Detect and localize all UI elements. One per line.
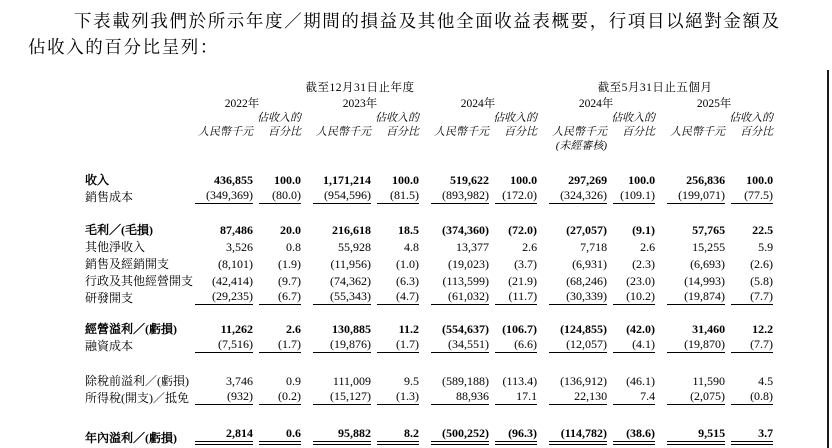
cell-value-underlined: (7,516) — [195, 338, 253, 353]
row-label: 除稅前溢利／(虧損) — [85, 373, 189, 388]
cell-value: (554,637) — [442, 321, 489, 336]
pnl-table-body — [85, 152, 773, 445]
cell-value-underlined: (7.7) — [731, 338, 773, 353]
cell-value — [419, 187, 489, 204]
cell-value-underlined: (6.6) — [495, 338, 537, 353]
cell-value-underlined: (114,782) — [549, 427, 607, 445]
cell-value: (124,855) — [560, 321, 608, 336]
cell-value: (136,912) — [560, 373, 608, 388]
pct-header-line1: 佔收入的 — [257, 111, 301, 124]
cell-value-underlined: (96.3) — [495, 427, 537, 445]
pct-header-line2: 百分比 — [268, 125, 301, 138]
cell-value — [253, 288, 301, 305]
cell-value: (72.0) — [508, 222, 538, 237]
cell-value — [371, 187, 419, 204]
cell-value: (106.7) — [502, 321, 538, 336]
cell-value — [183, 388, 253, 405]
cell-value: 15,255 — [692, 239, 726, 254]
cell-value — [607, 288, 655, 305]
cell-value: 55,928 — [338, 239, 371, 254]
cell-value-underlined: (1.3) — [377, 390, 419, 405]
cell-value — [725, 187, 773, 204]
cell-value — [489, 388, 537, 405]
cell-value: (11,956) — [330, 256, 371, 271]
cell-value-underlined: (6.7) — [259, 290, 301, 305]
cell-value: 100.0 — [274, 172, 301, 187]
row-label: 年內溢利／(虧損) — [85, 431, 177, 445]
period-header-row — [85, 80, 773, 95]
cell-value — [419, 388, 489, 405]
cell-value: (27,057) — [566, 222, 608, 237]
cell-value: 100.0 — [628, 172, 656, 187]
cell-value-underlined: 0.6 — [259, 427, 301, 445]
cell-value — [607, 427, 655, 445]
row-label: 經營溢利／(虧損) — [85, 321, 177, 336]
cell-value: (2.3) — [632, 256, 656, 271]
cell-value-underlined: (15,127) — [313, 390, 371, 405]
cell-value-underlined: 88,936 — [431, 390, 489, 405]
cell-value: 3,526 — [226, 239, 253, 254]
row-label: 其他淨收入 — [85, 239, 146, 254]
cell-value — [371, 427, 419, 445]
currency-header: 人民幣千元 — [552, 125, 608, 138]
unaudited-row — [85, 138, 773, 152]
cell-value: 297,269 — [568, 172, 608, 187]
cell-value — [301, 388, 371, 405]
cell-value-underlined: 2,814 — [195, 427, 253, 445]
cell-value: 57,765 — [692, 222, 726, 237]
cell-value: 11,262 — [220, 321, 253, 336]
cell-value — [419, 288, 489, 305]
cell-value: (9.1) — [632, 222, 656, 237]
row-label: 毛利／(毛損) — [85, 222, 153, 237]
cell-value-underlined: (19,874) — [667, 290, 725, 305]
cell-value-underlined: (0.2) — [259, 390, 301, 405]
cell-value-underlined: (12,057) — [549, 338, 607, 353]
cell-value-underlined: (4.7) — [377, 290, 419, 305]
cell-value: (8,101) — [218, 256, 253, 271]
cell-value: (68,246) — [566, 273, 608, 288]
cell-value: 111,009 — [332, 373, 371, 388]
cell-value-underlined: 8.2 — [377, 427, 419, 445]
cell-value-underlined: 9,515 — [667, 427, 725, 445]
cell-value: 100.0 — [392, 172, 419, 187]
pct-header-line2: 百分比 — [622, 125, 656, 138]
cell-value: (23.0) — [626, 273, 656, 288]
row-label: 研發開支 — [85, 290, 134, 305]
table-row — [85, 170, 773, 187]
table-row — [85, 336, 773, 353]
cell-value — [537, 187, 607, 204]
pnl-summary-table — [85, 80, 773, 445]
row-label: 收入 — [85, 172, 110, 187]
cell-value — [655, 288, 725, 305]
cell-value-underlined: (1.7) — [259, 338, 301, 353]
cell-value-underlined: (38.6) — [613, 427, 655, 445]
cell-value: 20.0 — [280, 222, 301, 237]
table-row — [85, 319, 773, 336]
cell-value: 22.5 — [752, 222, 774, 237]
spacer-row — [85, 204, 773, 220]
cell-value — [371, 288, 419, 305]
cell-value-underlined: (80.0) — [259, 189, 301, 204]
cell-value — [489, 288, 537, 305]
cell-value — [607, 187, 655, 204]
cell-value-underlined: 3.7 — [731, 427, 773, 445]
cell-value-underlined: (77.5) — [731, 189, 773, 204]
cell-value: (589,188) — [442, 373, 489, 388]
cell-value: (42,414) — [212, 273, 253, 288]
table-row — [85, 388, 773, 405]
cell-value: (6,693) — [690, 256, 726, 271]
spacer-row — [85, 405, 773, 427]
cell-value: (1.9) — [278, 256, 301, 271]
currency-header: 人民幣千元 — [198, 125, 253, 138]
cell-value: 100.0 — [510, 172, 538, 187]
cell-value — [725, 427, 773, 445]
intro-line-1: 下表載列我們於所示年度／期間的損益及其他全面收益表概要，行項目以絕對金額及 — [74, 11, 781, 31]
year-header-2024: 2024年 — [460, 98, 496, 111]
cell-value: (14,993) — [684, 273, 726, 288]
cell-value — [301, 187, 371, 204]
cell-value: 436,855 — [214, 172, 253, 187]
year-header-2022: 2022年 — [224, 98, 260, 111]
cell-value — [371, 388, 419, 405]
table-row — [85, 271, 773, 288]
cell-value — [419, 336, 489, 353]
cell-value-underlined: (30,339) — [549, 290, 607, 305]
cell-value — [371, 336, 419, 353]
spacer-row — [85, 353, 773, 371]
cell-value: 87,486 — [220, 222, 253, 237]
cell-value: (113.4) — [502, 373, 538, 388]
page-scan-border-line — [827, 70, 829, 448]
cell-value-underlined: (349,369) — [195, 189, 253, 204]
table-row — [85, 187, 773, 204]
cell-value — [655, 336, 725, 353]
cell-value-underlined: (4.1) — [613, 338, 655, 353]
cell-value-underlined: 95,882 — [313, 427, 371, 445]
cell-value-underlined: (34,551) — [431, 338, 489, 353]
row-label: 銷售成本 — [85, 189, 134, 204]
cell-value: 2.6 — [286, 321, 301, 336]
cell-value — [607, 336, 655, 353]
cell-value — [655, 427, 725, 445]
spacer-row — [85, 305, 773, 319]
cell-value-underlined: (324,326) — [549, 189, 607, 204]
cell-value: (113,599) — [442, 273, 489, 288]
cell-value-underlined: (61,032) — [431, 290, 489, 305]
cell-value: 11,590 — [692, 373, 726, 388]
cell-value-underlined: 17.1 — [495, 390, 537, 405]
row-label: 行政及其他經營開支 — [85, 273, 194, 288]
cell-value — [419, 427, 489, 445]
year-header-2025: 2025年 — [696, 98, 732, 111]
spacer-row — [85, 152, 773, 170]
table-row — [85, 371, 773, 388]
row-label: 銷售及經銷開支 — [85, 256, 170, 271]
cell-value: (6,931) — [572, 256, 608, 271]
cell-value: 256,836 — [686, 172, 726, 187]
cell-value: 2.6 — [640, 239, 656, 254]
cell-value-underlined: (932) — [195, 390, 253, 405]
cell-value — [301, 336, 371, 353]
currency-header: 人民幣千元 — [316, 125, 371, 138]
cell-value: 519,622 — [450, 172, 489, 187]
year-header-2023: 2023年 — [342, 98, 378, 111]
cell-value — [183, 288, 253, 305]
currency-header: 人民幣千元 — [670, 125, 726, 138]
cell-value — [537, 288, 607, 305]
pct-header-line1: 佔收入的 — [493, 111, 538, 124]
cell-value-underlined: (0.8) — [731, 390, 773, 405]
cell-value — [301, 288, 371, 305]
cell-value: (3.7) — [514, 256, 538, 271]
cell-value-underlined: (109.1) — [613, 189, 655, 204]
cell-value: (6.3) — [396, 273, 419, 288]
cell-value: 4.8 — [404, 239, 419, 254]
cell-value — [489, 336, 537, 353]
cell-value: 216,618 — [332, 222, 371, 237]
pct-header-line2: 百分比 — [504, 125, 538, 138]
year-header-row — [85, 95, 773, 111]
cell-value: 0.8 — [286, 239, 301, 254]
table-row — [85, 220, 773, 237]
intro-line-2: 佔收入的百分比呈列： — [28, 37, 219, 57]
cell-value-underlined: (500,252) — [431, 427, 489, 445]
cell-value — [655, 388, 725, 405]
cell-value — [725, 388, 773, 405]
cell-value: (19,023) — [448, 256, 489, 271]
cell-value: 0.9 — [286, 373, 301, 388]
cell-value-underlined: (55,343) — [313, 290, 371, 305]
cell-value — [537, 427, 607, 445]
cell-value: (374,360) — [442, 222, 489, 237]
cell-value: 100.0 — [746, 172, 774, 187]
pct-caption-row — [85, 111, 773, 124]
cell-value — [537, 336, 607, 353]
cell-value-underlined: (10.2) — [613, 290, 655, 305]
cell-value: (1.0) — [396, 256, 419, 271]
cell-value: 4.5 — [758, 373, 774, 388]
cell-value-underlined: (199,071) — [667, 189, 725, 204]
table-row — [85, 254, 773, 271]
cell-value — [537, 388, 607, 405]
cell-value: (2.6) — [750, 256, 774, 271]
cell-value: 18.5 — [398, 222, 419, 237]
cell-value: 31,460 — [692, 321, 726, 336]
cell-value — [489, 427, 537, 445]
cell-value — [183, 187, 253, 204]
row-label: 所得稅(開支)／抵免 — [85, 390, 189, 405]
cell-value: (5.8) — [750, 273, 774, 288]
period-group-five-months: 截至5月31日止五個月 — [597, 82, 713, 95]
cell-value-underlined: 7.4 — [613, 390, 655, 405]
table-row — [85, 288, 773, 305]
cell-value — [725, 336, 773, 353]
pct-header-line1: 佔收入的 — [375, 111, 419, 124]
cell-value — [183, 427, 253, 445]
intro-paragraph — [28, 8, 814, 60]
cell-value-underlined: (19,876) — [313, 338, 371, 353]
cell-value-underlined: (81.5) — [377, 189, 419, 204]
cell-value — [489, 187, 537, 204]
pct-header-line1: 佔收入的 — [729, 111, 774, 124]
cell-value: (21.9) — [508, 273, 538, 288]
table-row — [85, 237, 773, 254]
cell-value — [253, 388, 301, 405]
pct-header-line2: 百分比 — [740, 125, 774, 138]
cell-value-underlined: (2,075) — [667, 390, 725, 405]
cell-value: (74,362) — [330, 273, 371, 288]
cell-value: 13,377 — [456, 239, 489, 254]
cell-value-underlined: (7.7) — [731, 290, 773, 305]
cell-value: 11.2 — [398, 321, 419, 336]
cell-value: 7,718 — [580, 239, 608, 254]
cell-value: 9.5 — [404, 373, 419, 388]
cell-value: 130,885 — [332, 321, 371, 336]
cell-value — [253, 336, 301, 353]
cell-value-underlined: (1.7) — [377, 338, 419, 353]
unit-header-row — [85, 124, 773, 138]
cell-value — [607, 388, 655, 405]
cell-value — [725, 288, 773, 305]
cell-value-underlined: (19,870) — [667, 338, 725, 353]
pct-header-line1: 佔收入的 — [611, 111, 656, 124]
cell-value: (42.0) — [626, 321, 656, 336]
cell-value — [301, 427, 371, 445]
cell-value — [253, 187, 301, 204]
currency-header: 人民幣千元 — [434, 125, 489, 138]
cell-value — [253, 427, 301, 445]
cell-value: (46.1) — [626, 373, 656, 388]
cell-value-underlined: 22,130 — [549, 390, 607, 405]
year-header-2024-5m: 2024年 — [578, 98, 614, 111]
cell-value: 12.2 — [752, 321, 774, 336]
cell-value-underlined: (954,596) — [313, 189, 371, 204]
cell-value: 5.9 — [758, 239, 774, 254]
cell-value — [655, 187, 725, 204]
cell-value-underlined: (29,235) — [195, 290, 253, 305]
cell-value-underlined: (172.0) — [495, 189, 537, 204]
pct-header-line2: 百分比 — [386, 125, 419, 138]
cell-value — [183, 336, 253, 353]
period-group-annual: 截至12月31日止年度 — [305, 82, 415, 95]
cell-value-underlined: (11.7) — [495, 290, 537, 305]
table-row — [85, 427, 773, 445]
cell-value: (9.7) — [278, 273, 301, 288]
unaudited-note: (未經審核) — [555, 139, 608, 152]
cell-value: 2.6 — [522, 239, 538, 254]
cell-value: 1,171,214 — [323, 172, 371, 187]
row-label: 融資成本 — [85, 338, 134, 353]
cell-value-underlined: (893,982) — [431, 189, 489, 204]
cell-value: 3,746 — [226, 373, 253, 388]
